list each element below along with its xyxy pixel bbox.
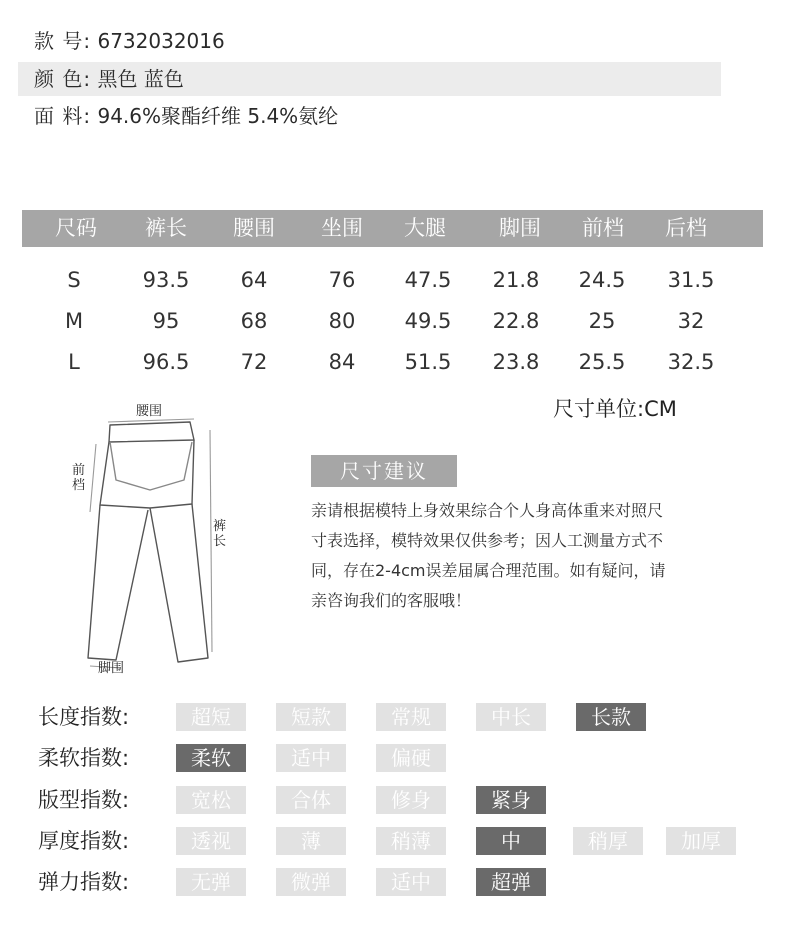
index-option: 适中 (276, 744, 346, 772)
index-option: 中 (476, 827, 546, 855)
advice-line: 寸表选择，模特效果仅供参考；因人工测量方式不 (311, 531, 664, 550)
index-option: 无弹 (176, 868, 246, 896)
waist-measure-line (108, 419, 194, 422)
style-number-value: 6732032016 (97, 29, 225, 53)
index-option: 中长 (476, 703, 546, 731)
fabric-value: 94.6%聚酯纤维 5.4%氨纶 (97, 104, 339, 128)
size-table-header (22, 210, 763, 247)
left-leg-outline (88, 505, 148, 660)
index-option: 短款 (276, 703, 346, 731)
index-option: 柔软 (176, 744, 246, 772)
color-label: 颜 色: (34, 67, 92, 91)
advice-line: 亲咨询我们的客服哦！ (311, 591, 472, 610)
length-index-label: 长度指数: (38, 705, 130, 729)
table-cell: 32 (677, 309, 705, 333)
table-row (22, 350, 763, 378)
index-option: 加厚 (666, 827, 736, 855)
table-cell: 25.5 (578, 350, 626, 374)
index-option: 合体 (276, 786, 346, 814)
table-cell: 64 (240, 268, 268, 292)
index-option: 适中 (376, 868, 446, 896)
advice-title: 尺寸建议 (311, 455, 457, 487)
index-option: 超短 (176, 703, 246, 731)
index-option: 薄 (276, 827, 346, 855)
hem-label: 脚围 (98, 661, 125, 676)
header-cell: 裤长 (145, 216, 187, 240)
header-cell: 尺码 (55, 216, 97, 240)
table-cell: S (67, 268, 81, 292)
length-label: 裤长 (213, 519, 227, 549)
table-cell: 47.5 (404, 268, 452, 292)
table-cell: 21.8 (492, 268, 540, 292)
table-cell: 84 (328, 350, 356, 374)
index-option: 偏硬 (376, 744, 446, 772)
table-cell: 51.5 (404, 350, 452, 374)
softness-index-label: 柔软指数: (38, 746, 130, 770)
advice-line: 亲请根据模特上身效果综合个人身高体重来对照尺 (311, 501, 664, 520)
table-cell: 23.8 (492, 350, 540, 374)
table-cell: 24.5 (578, 268, 626, 292)
index-option: 常规 (376, 703, 446, 731)
header-cell: 脚围 (499, 216, 541, 240)
index-option: 宽松 (176, 786, 246, 814)
table-cell: 95 (152, 309, 180, 333)
table-cell: 80 (328, 309, 356, 333)
table-row (22, 268, 763, 296)
waist-label: 腰围 (136, 404, 163, 419)
table-cell: 25 (588, 309, 616, 333)
index-option: 紧身 (476, 786, 546, 814)
color-value: 黑色 蓝色 (97, 67, 184, 91)
index-option: 修身 (376, 786, 446, 814)
table-cell: 31.5 (667, 268, 715, 292)
pants-diagram (60, 400, 300, 685)
header-cell: 大腿 (404, 216, 446, 240)
thickness-index-label: 厚度指数: (38, 829, 130, 853)
waistband-outline (109, 422, 194, 442)
header-cell: 前档 (582, 216, 624, 240)
index-option: 稍薄 (376, 827, 446, 855)
index-option: 微弹 (276, 868, 346, 896)
style-number-row (18, 24, 225, 58)
header-cell: 坐围 (321, 216, 363, 240)
table-cell: 32.5 (667, 350, 715, 374)
table-cell: 72 (240, 350, 268, 374)
size-unit: 尺寸单位:CM (553, 397, 677, 421)
index-option: 稍厚 (573, 827, 643, 855)
index-option: 长款 (576, 703, 646, 731)
fabric-row (18, 99, 338, 133)
table-cell: M (64, 309, 84, 333)
header-cell: 腰围 (233, 216, 275, 240)
seat-outline (110, 442, 192, 490)
table-cell: 76 (328, 268, 356, 292)
index-option: 超弹 (476, 868, 546, 896)
table-cell: 93.5 (142, 268, 190, 292)
front-rise-label: 前档 (72, 463, 86, 493)
fit-index-label: 版型指数: (38, 788, 130, 812)
table-cell: L (68, 350, 80, 374)
right-leg-outline (150, 504, 208, 662)
advice-line: 同，存在2-4cm误差届属合理范围。如有疑问，请 (311, 561, 666, 580)
table-cell: 49.5 (404, 309, 452, 333)
elasticity-index-label: 弹力指数: (38, 870, 130, 894)
advice-text (311, 496, 729, 616)
length-measure-line (210, 430, 212, 652)
color-row (18, 62, 721, 96)
table-cell: 68 (240, 309, 268, 333)
table-cell: 22.8 (492, 309, 540, 333)
header-cell: 后档 (665, 216, 707, 240)
front-rise-measure-line (90, 444, 96, 512)
table-cell: 96.5 (142, 350, 190, 374)
fabric-label: 面 料: (34, 104, 92, 128)
style-number-label: 款 号: (34, 29, 92, 53)
hip-outline (100, 440, 194, 508)
table-row (22, 309, 763, 337)
index-option: 透视 (176, 827, 246, 855)
